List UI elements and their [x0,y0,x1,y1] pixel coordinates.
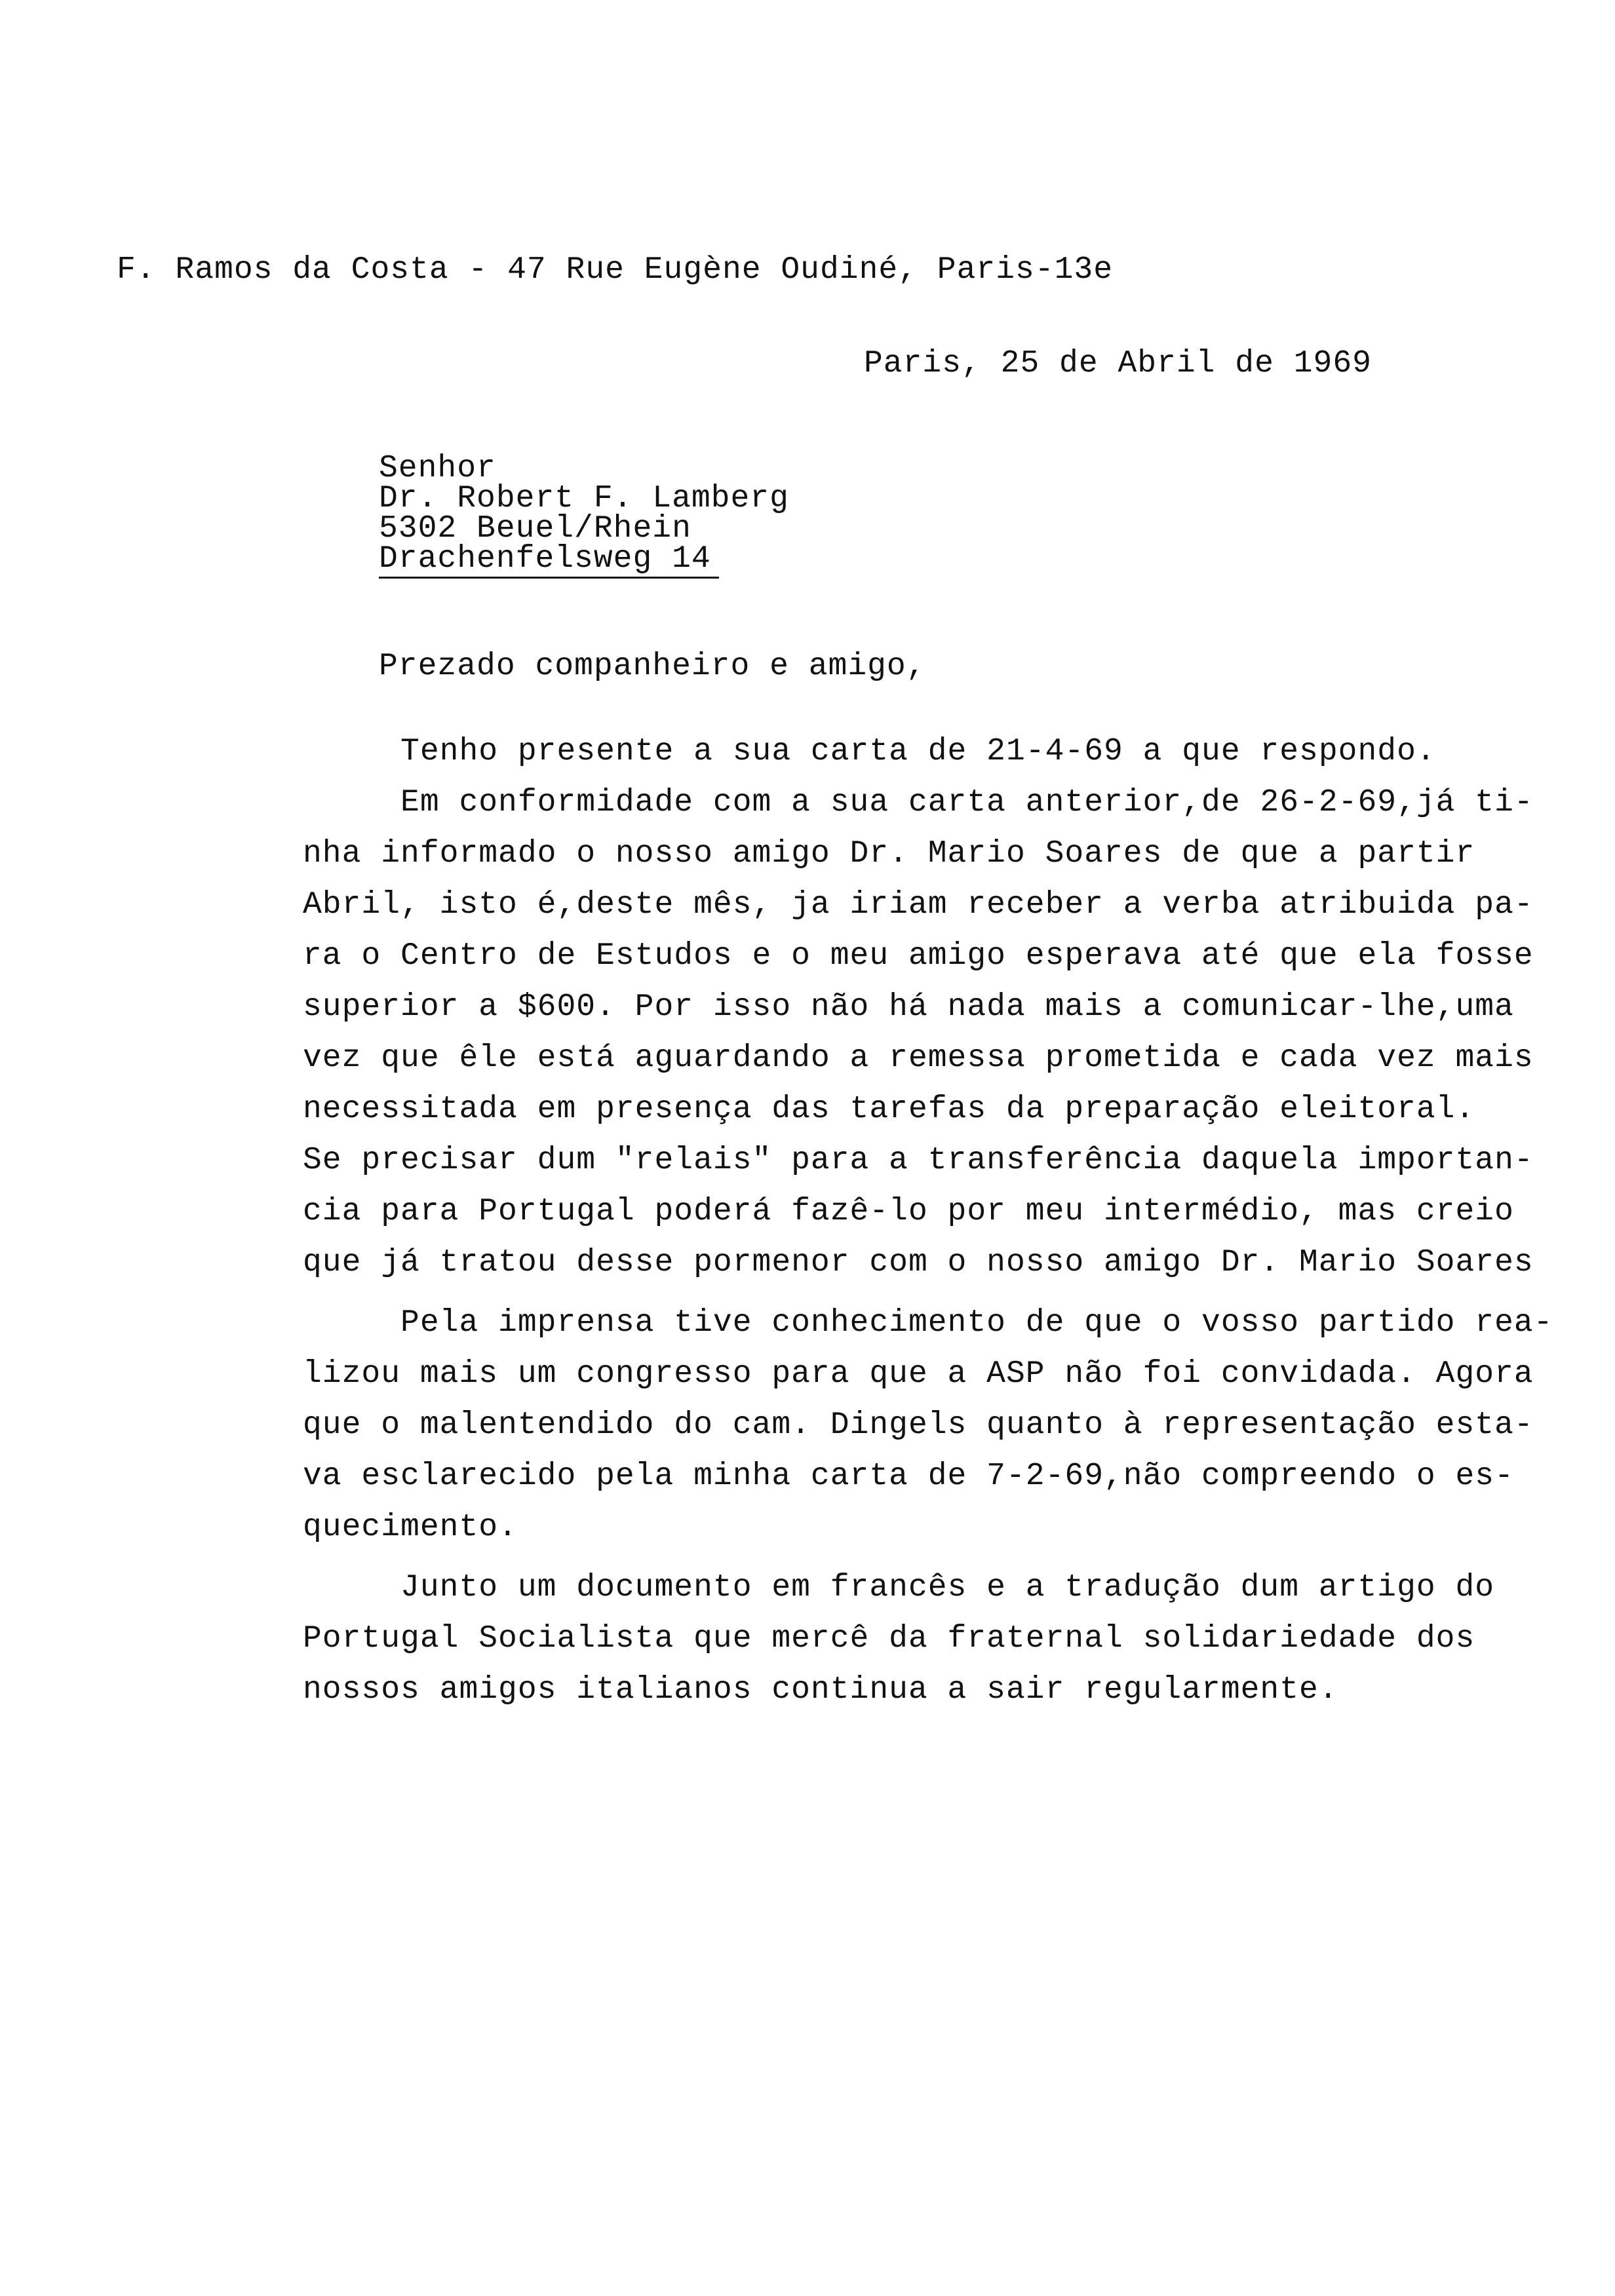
body-line: cia para Portugal poderá fazê-lo por meu intermédio, mas creio [303,1194,1514,1229]
body-line: Abril, isto é,deste mês, ja iriam receber a verba atribuida pa- [303,887,1534,923]
recipient-name: Dr. Robert F. Lamberg [379,481,789,516]
body-line: Em conformidade com a sua carta anterior,de 26-2-69,já ti- [303,785,1534,820]
body-line: ra o Centro de Estudos e o meu amigo esperava até que ela fosse [303,938,1534,974]
body-line: Junto um documento em francês e a tradução dum artigo do [303,1570,1495,1605]
paragraph-2 [303,1297,1587,1553]
salutation: Prezado companheiro e amigo, [379,649,926,684]
paragraph-1 [303,726,1587,1288]
body-line: Se precisar dum "relais" para a transferência daquela importan- [303,1143,1534,1178]
recipient-city: 5302 Beuel/Rhein [379,511,691,546]
body-line: Pela imprensa tive conhecimento de que o vosso partido rea- [303,1305,1553,1341]
recipient-address [379,453,789,579]
body-line: Portugal Socialista que mercê da fraternal solidariedade dos [303,1621,1475,1656]
body-line: va esclarecido pela minha carta de 7-2-69,não compreendo o es- [303,1459,1514,1494]
sender-line: F. Ramos da Costa - 47 Rue Eugène Oudiné, Paris-13e [117,252,1114,288]
body-line: Tenho presente a sua carta de 21-4-69 a que respondo. [303,734,1436,769]
body-line: que o malentendido do cam. Dingels quanto à representação esta- [303,1407,1534,1443]
body-line: nha informado o nosso amigo Dr. Mario Soares de que a partir [303,836,1475,871]
body-line: lizou mais um congresso para que a ASP não foi convidada. Agora [303,1356,1534,1392]
body-line: que já tratou desse pormenor com o nosso amigo Dr. Mario Soares [303,1245,1534,1280]
body-line: necessitada em presença das tarefas da preparação eleitoral. [303,1092,1475,1127]
body-line: quecimento. [303,1510,518,1545]
body-line: vez que êle está aguardando a remessa prometida e cada vez mais [303,1041,1534,1076]
date-line: Paris, 25 de Abril de 1969 [864,346,1372,381]
body-line: nossos amigos italianos continua a sair regularmente. [303,1672,1338,1708]
paragraph-3 [303,1562,1587,1715]
recipient-street: Drachenfelsweg 14 [379,544,719,579]
letter-body [303,726,1587,1715]
recipient-title: Senhor [379,451,496,486]
body-line: superior a $600. Por isso não há nada mais a comunicar-lhe,uma [303,989,1514,1025]
